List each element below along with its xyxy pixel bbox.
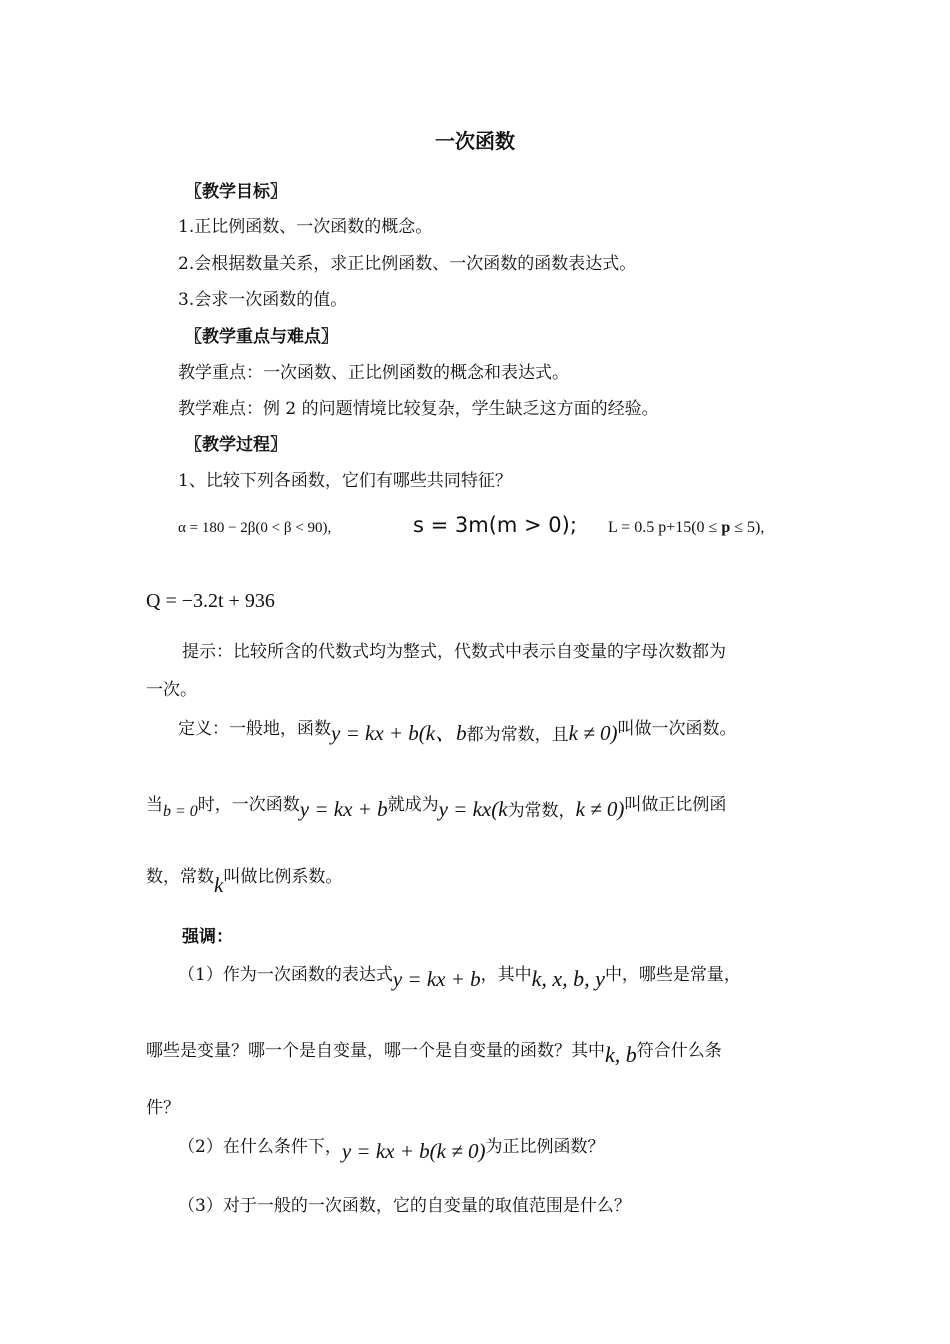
definition-formula-a: y = kx + b(k、b xyxy=(331,721,467,745)
emphasis-q1-vars: k, x, b, y xyxy=(531,966,605,991)
emphasis-q2-a: （2）在什么条件下， xyxy=(178,1137,342,1157)
definition-line-1 xyxy=(178,716,737,745)
formula-l-p: p xyxy=(721,519,731,536)
definition-formula-e: k ≠ 0) xyxy=(575,797,625,821)
definition-suffix: 叫做一次函数。 xyxy=(617,719,737,739)
keypoints-heading: 〖教学重点与难点〗 xyxy=(185,327,338,347)
definition-text-a: 都为常数， xyxy=(466,725,552,745)
definition-when: 当 xyxy=(146,795,163,815)
objective-item-3: 3.会求一次函数的值。 xyxy=(178,290,348,310)
emphasis-q2 xyxy=(178,1134,605,1163)
emphasis-q3: （3）对于一般的一次函数，它的自变量的取值范围是什么？ xyxy=(178,1196,631,1216)
question-1: 1、比较下列各函数，它们有哪些共同特征？ xyxy=(178,471,512,491)
page-title: 一次函数 xyxy=(435,129,515,153)
formula-s: s = 3m(m > 0); xyxy=(413,513,577,537)
emphasis-q1-d: 符合什么条 xyxy=(636,1041,722,1061)
definition-formula-c: y = kx + b xyxy=(299,797,388,821)
definition-text-f: 叫做正比例函 xyxy=(624,795,727,815)
definition-line-2 xyxy=(146,792,727,821)
emphasis-q1-formula: y = kx + b xyxy=(392,967,481,991)
definition-text-e: 为常数， xyxy=(507,801,576,821)
emphasis-q1-line2-text: 哪些是变量？哪一个是自变量，哪一个是自变量的函数？其中 xyxy=(146,1041,605,1061)
emphasis-q1-a: （1）作为一次函数的表达式 xyxy=(178,965,393,985)
process-heading: 〖教学过程〗 xyxy=(185,435,287,455)
emphasis-heading: 强调： xyxy=(182,927,233,947)
emphasis-q2-formula: y = kx + b(k ≠ 0) xyxy=(341,1139,486,1163)
formula-q: Q = −3.2t + 936 xyxy=(146,590,275,612)
emphasis-q1-line-2 xyxy=(146,1038,722,1067)
emphasis-q2-b: 为正比例函数？ xyxy=(485,1137,605,1157)
definition-text-d: 就成为 xyxy=(387,795,439,815)
objective-item-1: 1.正比例函数、一次函数的概念。 xyxy=(178,217,433,237)
emphasis-q1-kb: k, b xyxy=(605,1042,637,1067)
definition-prefix: 定义：一般地，函数 xyxy=(178,719,331,739)
emphasis-q1-line-3: 件？ xyxy=(146,1098,180,1118)
formula-l xyxy=(608,517,764,539)
difficulty-text: 教学难点：例 2 的问题情境比较复杂，学生缺乏这方面的经验。 xyxy=(178,399,659,419)
emphasis-q1-line-1 xyxy=(178,962,741,991)
definition-line3-a: 数，常数 xyxy=(146,867,214,887)
definition-b-zero: b = 0 xyxy=(163,803,198,820)
definition-text-c: 时，一次函数 xyxy=(197,795,300,815)
hint-line-2: 一次。 xyxy=(146,680,197,700)
formula-alpha: α = 180 − 2β(0 < β < 90), xyxy=(178,520,332,536)
objective-item-2: 2.会根据数量关系，求正比例函数、一次函数的函数表达式。 xyxy=(178,254,637,274)
definition-formula-b: k ≠ 0) xyxy=(568,721,618,745)
emphasis-q1-c: 中，哪些是常量， xyxy=(604,965,741,985)
formula-l-suffix: ≤ 5), xyxy=(730,519,765,536)
definition-line3-b: 叫做比例系数。 xyxy=(223,867,343,887)
definition-formula-d: y = kx(k xyxy=(438,797,508,821)
definition-text-b: 且 xyxy=(551,725,569,745)
objectives-heading: 〖教学目标〗 xyxy=(185,182,287,202)
emphasis-q1-b: ，其中 xyxy=(480,965,532,985)
definition-line-3 xyxy=(146,864,343,897)
hint-line-1: 提示：比较所含的代数式均为整式，代数式中表示自变量的字母次数都为 xyxy=(182,642,726,662)
key-point-text: 教学重点：一次函数、正比例函数的概念和表达式。 xyxy=(178,363,569,383)
definition-k: k xyxy=(214,873,224,897)
formula-l-prefix: L = 0.5 p+15(0 ≤ xyxy=(608,519,722,536)
